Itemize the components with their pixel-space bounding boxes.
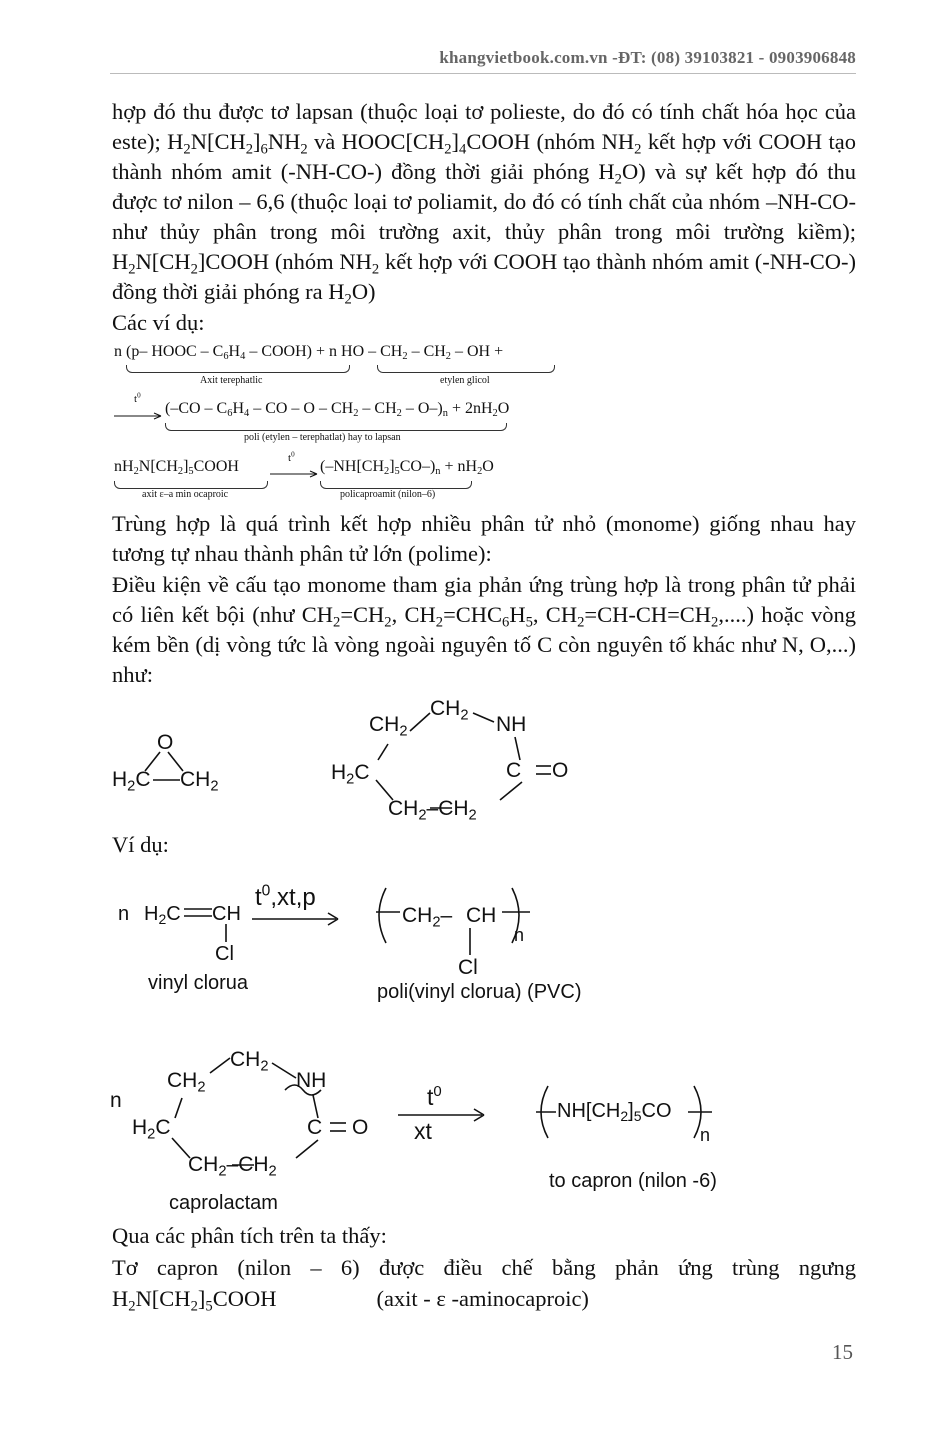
pvc-ch: CH [212,903,241,925]
label-policaproamit: policaproamit (nilon–6) [340,489,436,500]
ring2-h2c: $H_2C$ [132,1116,171,1143]
epoxide-ch2: $CH_2$ [180,768,219,795]
capro-cond-xt: xt [414,1118,432,1144]
ring2-nh: NH [296,1069,327,1092]
equation-3-lhs: $nH_2N[CH_2]_5COOH$ [114,458,239,478]
pvc-poly-ch: CH [466,904,497,927]
ring2-ch2-top: $CH_2$ [230,1048,269,1075]
capron-poly-n: n [700,1125,711,1145]
capron-poly: $NH[CH_2]_5CO$ [557,1100,672,1125]
page-number: 15 [832,1340,853,1364]
ring2-carbonyl-o: O [352,1116,369,1139]
ring1-nh: NH [496,713,527,736]
eq3-condition: $t^0$ [288,450,295,464]
ring1-ch2-left: $CH_2$ [369,713,408,740]
ring2-carbonyl-c: C [307,1116,323,1139]
pvc-n: n [118,903,130,925]
paragraph-formula: $H_2N[CH_2]_5COOH$ (axit - ε -aminocaproic) [112,1286,589,1315]
ring1-carbonyl-o: O [552,759,569,782]
epoxide-oxygen: O [157,731,174,754]
paragraph-analysis: Qua các phân tích trên ta thấy: [112,1223,387,1248]
vidu-label: Ví dụ: [112,832,169,857]
pvc-poly-ch2: $CH_2-$ [402,904,453,931]
pvc-poly-n: n [514,925,525,945]
label-aminocaproic: axit ε–a min ocaproic [142,489,229,500]
pvc-condition: $t^0,xt,p$ [255,882,316,911]
eq2-condition: $t^0$ [134,391,141,405]
caprolactam-name: caprolactam [169,1192,278,1214]
equation-3-rhs: $(-NH[CH_2]_5CO-)_n + nH_2O$ [320,458,494,478]
capro-cond-t: $t^0$ [427,1083,442,1110]
paragraph-polymerization: Trùng hợp là quá trình kết hợp nhiều phân tử nhỏ (monome) giống nhau hay tương tự nhau thành phân tử lớn (polime): [112,511,856,566]
pvc-polymer-name: poli(vinyl clorua) (PVC) [377,981,582,1003]
ring2-ch2-bottom: $CH_2-CH_2$ [188,1153,277,1180]
capron-name: to capron (nilon -6) [549,1170,717,1192]
label-terephtalic: Axit terephatlic [200,375,263,386]
capro-n: n [110,1089,122,1112]
ring1-ch2-top: $CH_2$ [430,697,469,724]
pvc-monomer-name: vinyl clorua [148,972,249,994]
paragraph-intro: hợp đó thu được tơ lapsan (thuộc loại tơ polieste, do đó có tính chất hóa học của este); $H_2N[CH_2]_6NH_2$ và $HOOC[CH_2]_4COOH$ (nhóm $NH_2$ kết hợp với COOH tạo thành nhóm amit (-NH-CO-) đồng thời giải phóng $H_2O$) và sự kết hợp đó thu được tơ nilon – 6,6 (thuộc loại tơ poliamit, do đó có tính chất của nhóm –NH-CO- như thủy phân trong môi trường axit, thủy phân trong môi trường kiềm); $H_2N[CH_2]COOH$ (nhóm $NH_2$ kết hợp với COOH tạo thành nhóm amit (-NH-CO-) đồng thời giải phóng ra $H_2O$) [112,99,857,308]
header-text: khangvietbook.com.vn -ĐT: (08) 39103821 - 0903906848 [439,48,856,67]
pvc-h2c: $H_2C$ [144,903,181,928]
examples-label: Các ví dụ: [112,310,205,335]
equation-1: n (p– HOOC – $C_6H_4$ – COOH) + n HO – $CH_2 - CH_2$ – OH + [114,343,504,363]
ring1-carbonyl-c: C [506,759,522,782]
ring1-ch2-bottom: $CH_2-CH_2$ [388,797,477,824]
pvc-cl: Cl [215,943,234,965]
ring2-ch2-left: $CH_2$ [167,1069,206,1096]
ring1-h2c: $H_2C$ [331,761,370,788]
label-glycol: etylen glicol [440,375,490,386]
equation-2: ($-CO - C_6H_4$ – CO – $O - CH_2 - CH_2 - O-)_n + 2nH_2O$ [165,400,510,420]
paragraph-conditions: Điều kiện về cấu tạo monome tham gia phản ứng trùng hợp là trong phân tử phải có liên kết bội (như $CH_2=CH_2$, $CH_2=CHC_6H_5$, $CH_2=CH-CH=CH_2$,....) hoặc vòng kém bền (dị vòng tức là vòng ngoài nguyên tố C còn nguyên tố khác như N, O,...) như: [112,572,856,687]
paragraph-capron: Tơ capron (nilon – 6) được điều chế bằng phản ứng trùng ngưng [112,1255,856,1280]
epoxide-h2c: $H_2C$ [112,768,151,795]
pvc-poly-cl: Cl [458,956,478,979]
label-lapsan: poli (etylen – terephatlat) hay to lapsan [244,432,401,443]
